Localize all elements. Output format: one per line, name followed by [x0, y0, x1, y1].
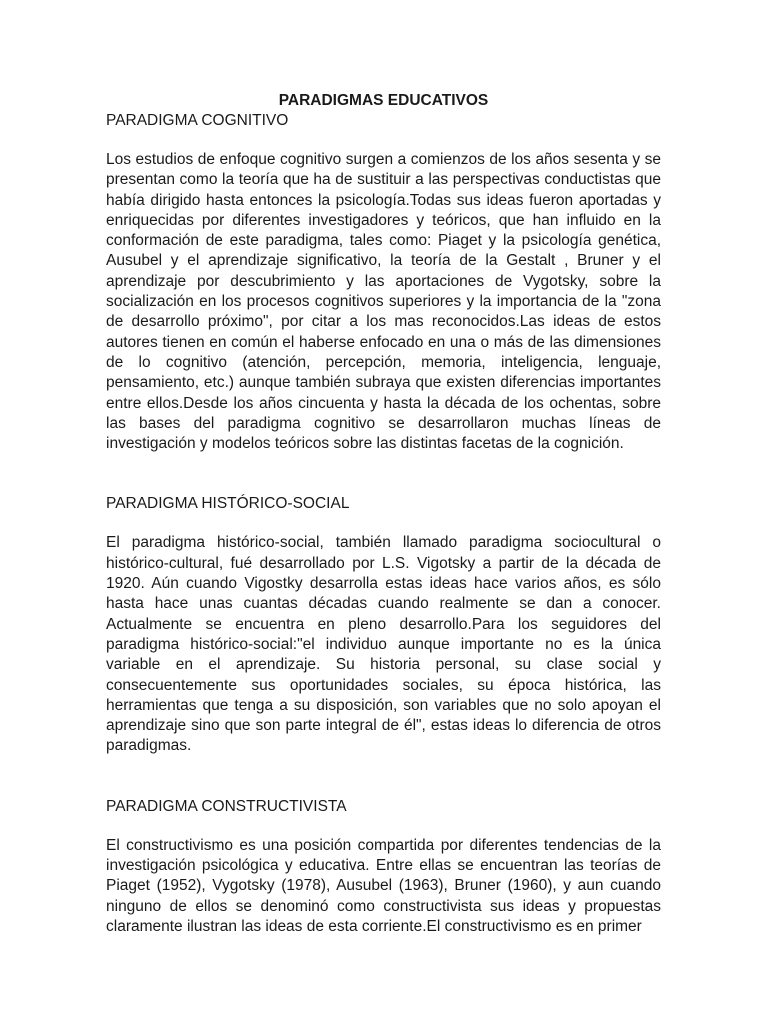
- spacer: [106, 817, 661, 836]
- document-title: PARADIGMAS EDUCATIVOS: [278, 92, 489, 109]
- document-page: [106, 86, 661, 937]
- spacer: [106, 514, 661, 533]
- section-heading-cognitivo: PARADIGMA COGNITIVO: [106, 112, 289, 129]
- section-paragraph-historico-social: El paradigma histórico-social, también llamado paradigma sociocultural o histórico-cultural, fué desarrollado por L.S. Vigotsky a partir de la década de 1920. Aún cuando Vigostky desarrolla estas ideas hace varios años, es sólo hasta hace unas cuantas décadas cuando realmente se dan a conocer. Actualmente se encuentra en pleno desarrollo.Para los seguidores del paradigma histórico-social:"el individuo aunque importante no es la única variable en el aprendizaje. Su historia personal, su clase social y consecuentemente sus oportunidades sociales, su época histórica, las herramientas que tenga a su disposición, son variables que no solo apoyan el aprendizaje sino que son parte integral de él", estas ideas lo diferencia de otros paradigmas.: [106, 534, 661, 755]
- section-paragraph-constructivista: El constructivismo es una posición compartida por diferentes tendencias de la investigación psicológica y educativa. Entre ellas se encuentran las teorías de Piaget (1952), Vygotsky (1978), Ausubel (1963), Bruner (1960), y aun cuando ninguno de ellos se denominó como constructivista sus ideas y propuestas claramente ilustran las ideas de esta corriente.El constructivismo es en primer: [106, 836, 661, 935]
- section-heading-historico-social: PARADIGMA HISTÓRICO-SOCIAL: [106, 495, 350, 513]
- section-heading-constructivista: PARADIGMA CONSTRUCTIVISTA: [106, 797, 347, 815]
- spacer: [106, 757, 661, 797]
- spacer: [106, 454, 661, 494]
- section-paragraph-cognitivo: Los estudios de enfoque cognitivo surgen a comienzos de los años sesenta y se presentan como la teoría que ha de sustituir a las perspectivas conductistas que había dirigido hasta entonces la psicología.Todas sus ideas fueron aportadas y enriquecidas por diferentes investigadores y teóricos, que han influido en la conformación de este paradigma, tales como: Piaget y la psicología genética, Ausubel y el aprendizaje significativo, la teoría de la Gestalt , Bruner y el aprendizaje por descubrimiento y las aportaciones de Vygotsky, sobre la socialización en los procesos cognitivos superiores y la importancia de la "zona de desarrollo próximo", por citar a los mas reconocidos.Las ideas de estos autores tienen en común el haberse enfocado en una o más de las dimensiones de lo cognitivo (atención, percepción, memoria, inteligencia, lenguaje, pensamiento, etc.) aunque también subraya que existen diferencias importantes entre ellos.Desde los años cincuenta y hasta la década de los ochentas, sobre las bases del paradigma cognitivo se desarrollaron muchas líneas de investigación y modelos teóricos sobre las distintas facetas de la cognición.: [106, 151, 661, 453]
- spacer: [106, 131, 661, 150]
